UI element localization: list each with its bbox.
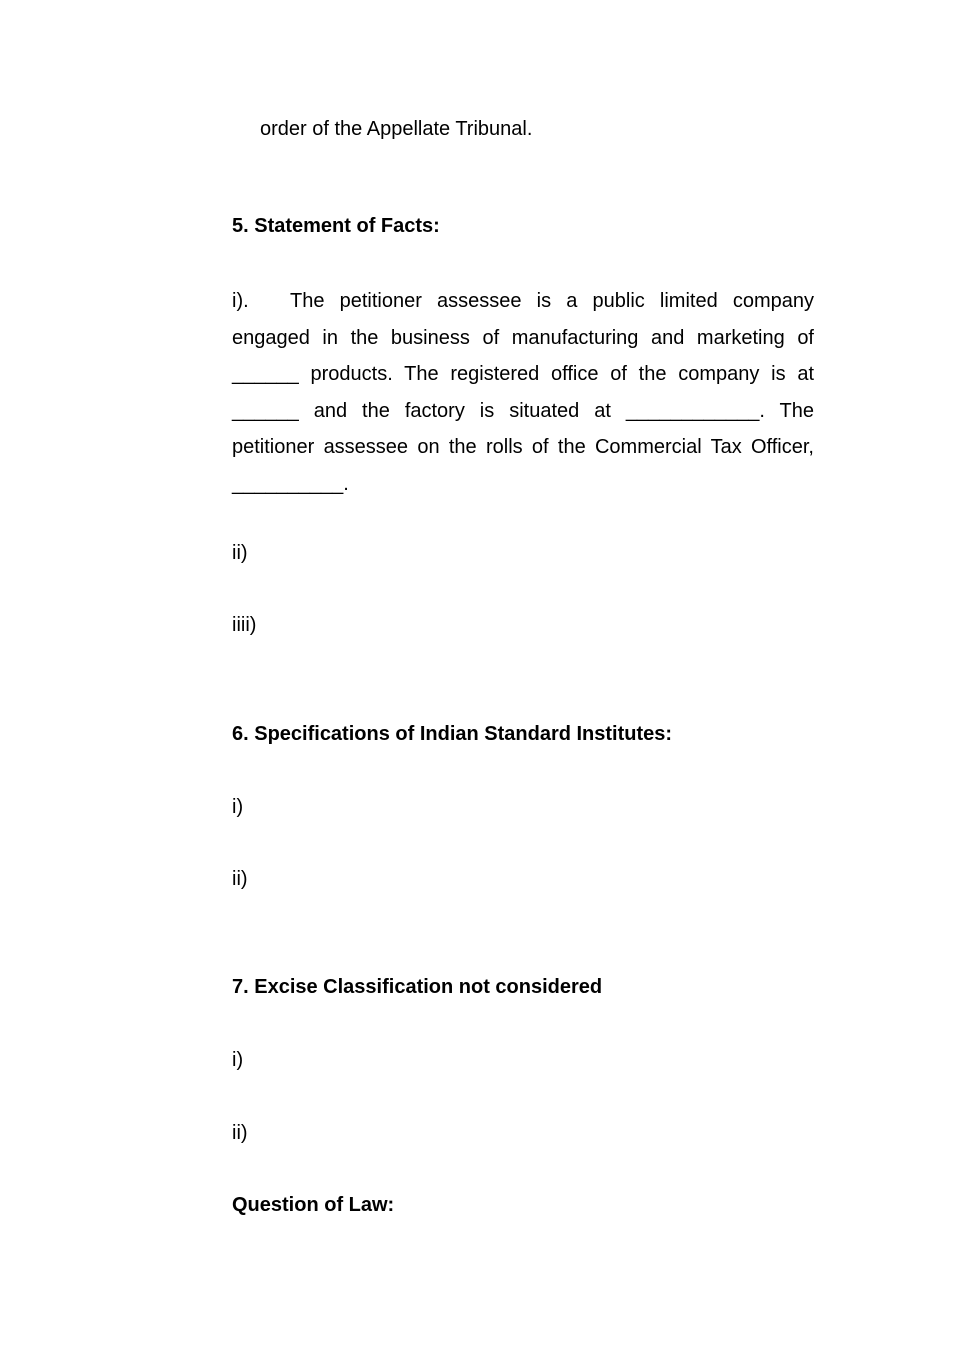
- section-6-item-1-label: i): [232, 796, 244, 818]
- question-of-law-heading: Question of Law:: [232, 1194, 395, 1216]
- section-6-heading: 6. Specifications of Indian Standard Institutes:: [232, 723, 673, 745]
- section-5-item-1-text: The petitioner assessee is a public limited company engaged in the business of manufacturing and marketing of ______ products. The registered office of the company is at ______ and the factory is situated at ____________. The petitioner assessee on the rolls of the Commercial Tax Officer, __________.: [232, 290, 814, 495]
- section-6-item-2-label: ii): [232, 868, 248, 890]
- section-7-heading: 7. Excise Classification not considered: [232, 976, 603, 998]
- section-5-item-1: [232, 283, 814, 502]
- section-5-item-1-label: i).: [232, 290, 249, 312]
- section-7-item-1-label: i): [232, 1049, 244, 1071]
- section-5-item-3-label: iiii): [232, 614, 257, 636]
- section-5-heading: 5. Statement of Facts:: [232, 215, 440, 237]
- section-7-item-2-label: ii): [232, 1122, 248, 1144]
- continuation-text: order of the Appellate Tribunal.: [260, 118, 533, 140]
- section-5-item-2-label: ii): [232, 542, 248, 564]
